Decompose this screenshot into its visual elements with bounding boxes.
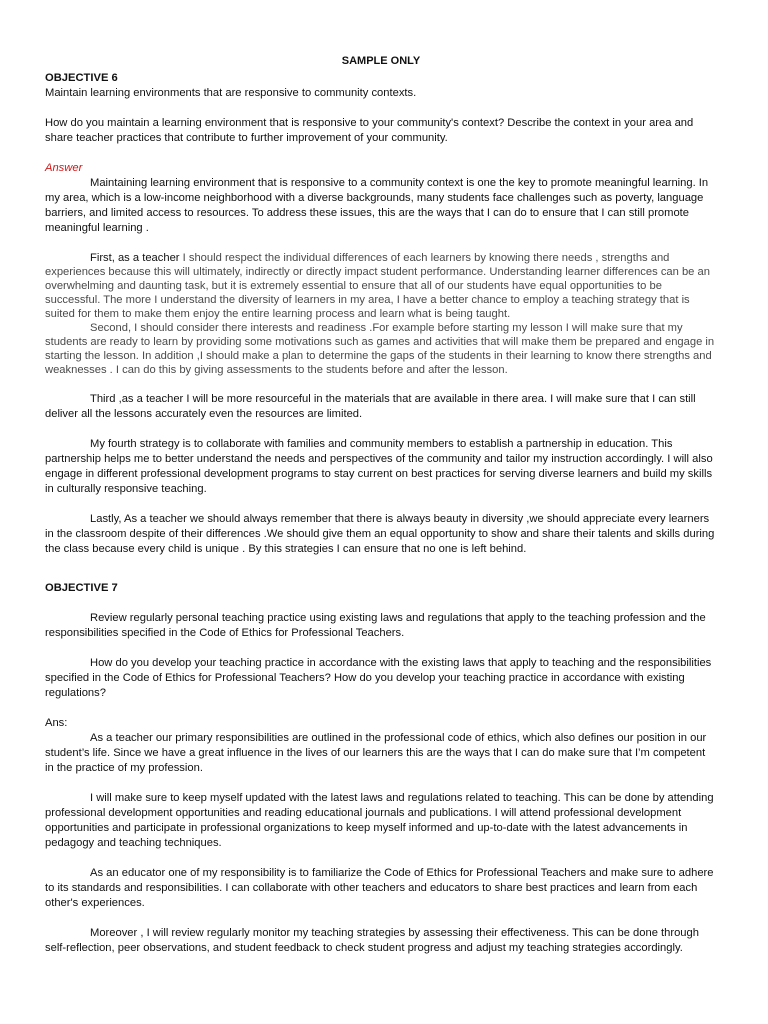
objective-6-paragraph-2-body: I should respect the individual differences of each learners by knowing there needs , strengths and experiences because this will ultimately, indirectly or directly impact student performance. Understanding learner differences can be an overwhelming and daunting task, but it is extremely essential to ensure that all of our students have equal opportunities to be successful. The more I understand the diversity of learners in my area, I have a better chance to employ a teaching strategy that is suited for them to make them enjoy the entire learning process and learn what is being taught. <box>45 252 710 320</box>
objective-6-heading: OBJECTIVE 6 <box>45 72 118 84</box>
objective-6-paragraph-2 <box>45 251 717 321</box>
document-page <box>45 54 717 956</box>
document-title: SAMPLE ONLY <box>341 55 421 67</box>
objective-6-paragraph-2-lead: First, as a teacher <box>90 252 180 264</box>
objective-6-answer-label: Answer <box>45 162 83 174</box>
objective-7-question: How do you develop your teaching practice in accordance with the existing laws that apply to teaching and the responsibilities specified in the Code of Ethics for Professional Teachers? How do you develop your teaching practice in accordance with existing regulations? <box>45 657 712 699</box>
objective-7-paragraph-1: As a teacher our primary responsibilities are outlined in the professional code of ethics, which also defines our position in our student’s life. Since we have a great influence in the lives of our learners this are the ways that I can do make sure that I’m competent in the practice of my profession. <box>45 732 707 774</box>
objective-7-heading: OBJECTIVE 7 <box>45 582 118 594</box>
objective-6-statement: Maintain learning environments that are responsive to community contexts. <box>45 87 417 99</box>
objective-6-paragraph-5: My fourth strategy is to collaborate with families and community members to establish a partnership in education. This partnership helps me to better understand the needs and perspectives of the community and tailor my instruction accordingly. I will also engage in different professional development programs to stay current on best practices for serving diverse learners and build my skills in culturally responsive teaching. <box>45 438 713 495</box>
objective-6-paragraph-6: Lastly, As a teacher we should always remember that there is always beauty in diversity ,we should appreciate every learners in the classroom despite of their differences .We should give them an equal opportunity to show and share their talents and skills during the class because every child is unique . By this strategies I can ensure that no one is left behind. <box>45 513 715 555</box>
objective-7-answer-label: Ans: <box>45 717 68 729</box>
objective-6-paragraph-1: Maintaining learning environment that is responsive to a community context is one the key to promote meaningful learning. In my area, which is a low-income neighborhood with a diverse backgrounds, many students face challenges such as poverty, language barriers, and limited access to resources. To address these issues, this are the ways that I can do to ensure that I can still promote meaningful learning . <box>45 177 709 234</box>
objective-7-paragraph-4: Moreover , I will review regularly monitor my teaching strategies by assessing their effectiveness. This can be done through self-reflection, peer observations, and student feedback to check student progress and adjust my teaching strategies accordingly. <box>45 927 699 954</box>
objective-7-paragraph-2: I will make sure to keep myself updated with the latest laws and regulations related to teaching. This can be done by attending professional development opportunities and reading educational journals and publications. I will attend professional development opportunities and participate in professional organizations to keep myself informed and up-to-date with the latest advancements in pedagogy and teaching techniques. <box>45 792 714 849</box>
objective-6-question: How do you maintain a learning environment that is responsive to your community's context? Describe the context in your area and share teacher practices that contribute to further improvement of your community. <box>45 117 694 144</box>
objective-6-paragraph-3: Second, I should consider there interests and readiness .For example before starting my lesson I will make sure that my students are ready to learn by providing some motivations such as games and activities that will make them be prepared and engage in starting the lesson. In addition ,I should make a plan to determine the gaps of the students in their learning to know there strengths and weaknesses . I can do this by giving assessments to the students before and after the lesson. <box>45 322 715 376</box>
objective-7-paragraph-3: As an educator one of my responsibility is to familiarize the Code of Ethics for Professional Teachers and make sure to adhere to its standards and responsibilities. I can collaborate with other teachers and educators to share best practices and learn from each other's experiences. <box>45 867 714 909</box>
objective-7-statement: Review regularly personal teaching practice using existing laws and regulations that apply to the teaching profession and the responsibilities specified in the Code of Ethics for Professional Teachers. <box>45 612 706 639</box>
objective-6-paragraph-4: Third ,as a teacher I will be more resourceful in the materials that are available in there area. I will make sure that I can still deliver all the lessons accurately even the resources are limited. <box>45 393 696 420</box>
